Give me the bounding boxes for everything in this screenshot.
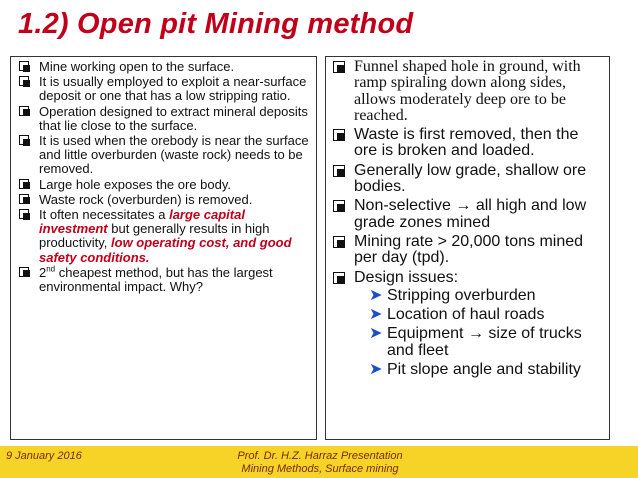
list-item: Generally low grade, shallow ore bodies. xyxy=(331,163,605,196)
list-item: Non-selective → all high and low grade zones mined xyxy=(331,198,605,231)
checkbox-bullet-icon xyxy=(19,209,29,219)
arrow-bullet-icon: ➤ xyxy=(369,325,383,343)
left-bullet-list xyxy=(11,57,316,294)
arrow-bullet-icon: ➤ xyxy=(369,286,383,304)
list-item: Operation designed to extract mineral deposits that lie close to the surface. xyxy=(17,105,312,133)
checkbox-bullet-icon xyxy=(333,129,345,141)
checkbox-bullet-icon xyxy=(19,76,29,86)
checkbox-bullet-icon xyxy=(19,267,29,277)
highlight-text: low operating cost, and good safety conditions. xyxy=(39,235,292,265)
checkbox-bullet-icon xyxy=(19,179,29,189)
list-item: It is used when the orebody is near the surface and little overburden (waste rock) needs to be removed. xyxy=(17,134,312,177)
arrow-bullet-icon: ➤ xyxy=(369,306,383,324)
checkbox-bullet-icon xyxy=(333,272,345,284)
checkbox-bullet-icon xyxy=(19,194,29,204)
highlight-text: large capital investment xyxy=(39,207,245,237)
slide-title: 1.2) Open pit Mining method xyxy=(18,8,414,40)
list-item: Large hole exposes the ore body. xyxy=(17,178,312,192)
list-item: Waste is first removed, then the ore is broken and loaded. xyxy=(331,127,605,160)
list-item: Mine working open to the surface. xyxy=(17,60,312,74)
list-item: It is usually employed to exploit a near-surface deposit or one that has a low stripping ratio. xyxy=(17,75,312,103)
checkbox-bullet-icon xyxy=(333,165,345,177)
footer-date: 9 January 2016 xyxy=(6,450,82,462)
footer-credit-line: Prof. Dr. H.Z. Harraz Presentation xyxy=(237,450,403,462)
right-bullet-list xyxy=(326,57,609,378)
list-item: 2nd cheapest method, but has the largest environmental impact. Why? xyxy=(17,266,312,294)
checkbox-bullet-icon xyxy=(333,61,345,73)
footer-credit-line: Mining Methods, Surface mining xyxy=(241,463,399,475)
list-item: Waste rock (overburden) is removed. xyxy=(17,193,312,207)
list-item: Design issues: ➤ Stripping overburden ➤ Location of haul roads ➤ Equipment → size of trucks and fleet ➤ Pit slope angle and stability xyxy=(331,270,605,379)
checkbox-bullet-icon xyxy=(19,135,29,145)
checkbox-bullet-icon xyxy=(333,236,345,248)
checkbox-bullet-icon xyxy=(19,106,29,116)
checkbox-bullet-icon xyxy=(333,200,345,212)
footer-credit xyxy=(190,450,450,476)
list-item: Funnel shaped hole in ground, with ramp spiraling down along sides, allows moderately deep ore to be reached. xyxy=(331,59,605,124)
left-content-box xyxy=(10,56,317,440)
list-item: ➤ Pit slope angle and stability xyxy=(369,361,581,379)
list-item: Mining rate > 20,000 tons mined per day (tpd). xyxy=(331,234,605,267)
design-issues-list xyxy=(354,286,605,378)
list-item: ➤ Equipment → size of trucks and fleet xyxy=(369,325,582,359)
list-item: ➤ Location of haul roads xyxy=(369,306,545,324)
list-item: It often necessitates a large capital investment but generally results in high productivity, low operating cost, and good safety conditions. xyxy=(17,208,312,265)
right-content-box xyxy=(325,56,610,440)
slide-footer xyxy=(0,446,638,478)
list-item: ➤ Stripping overburden xyxy=(369,286,536,304)
checkbox-bullet-icon xyxy=(19,61,29,71)
arrow-bullet-icon: ➤ xyxy=(369,361,383,379)
